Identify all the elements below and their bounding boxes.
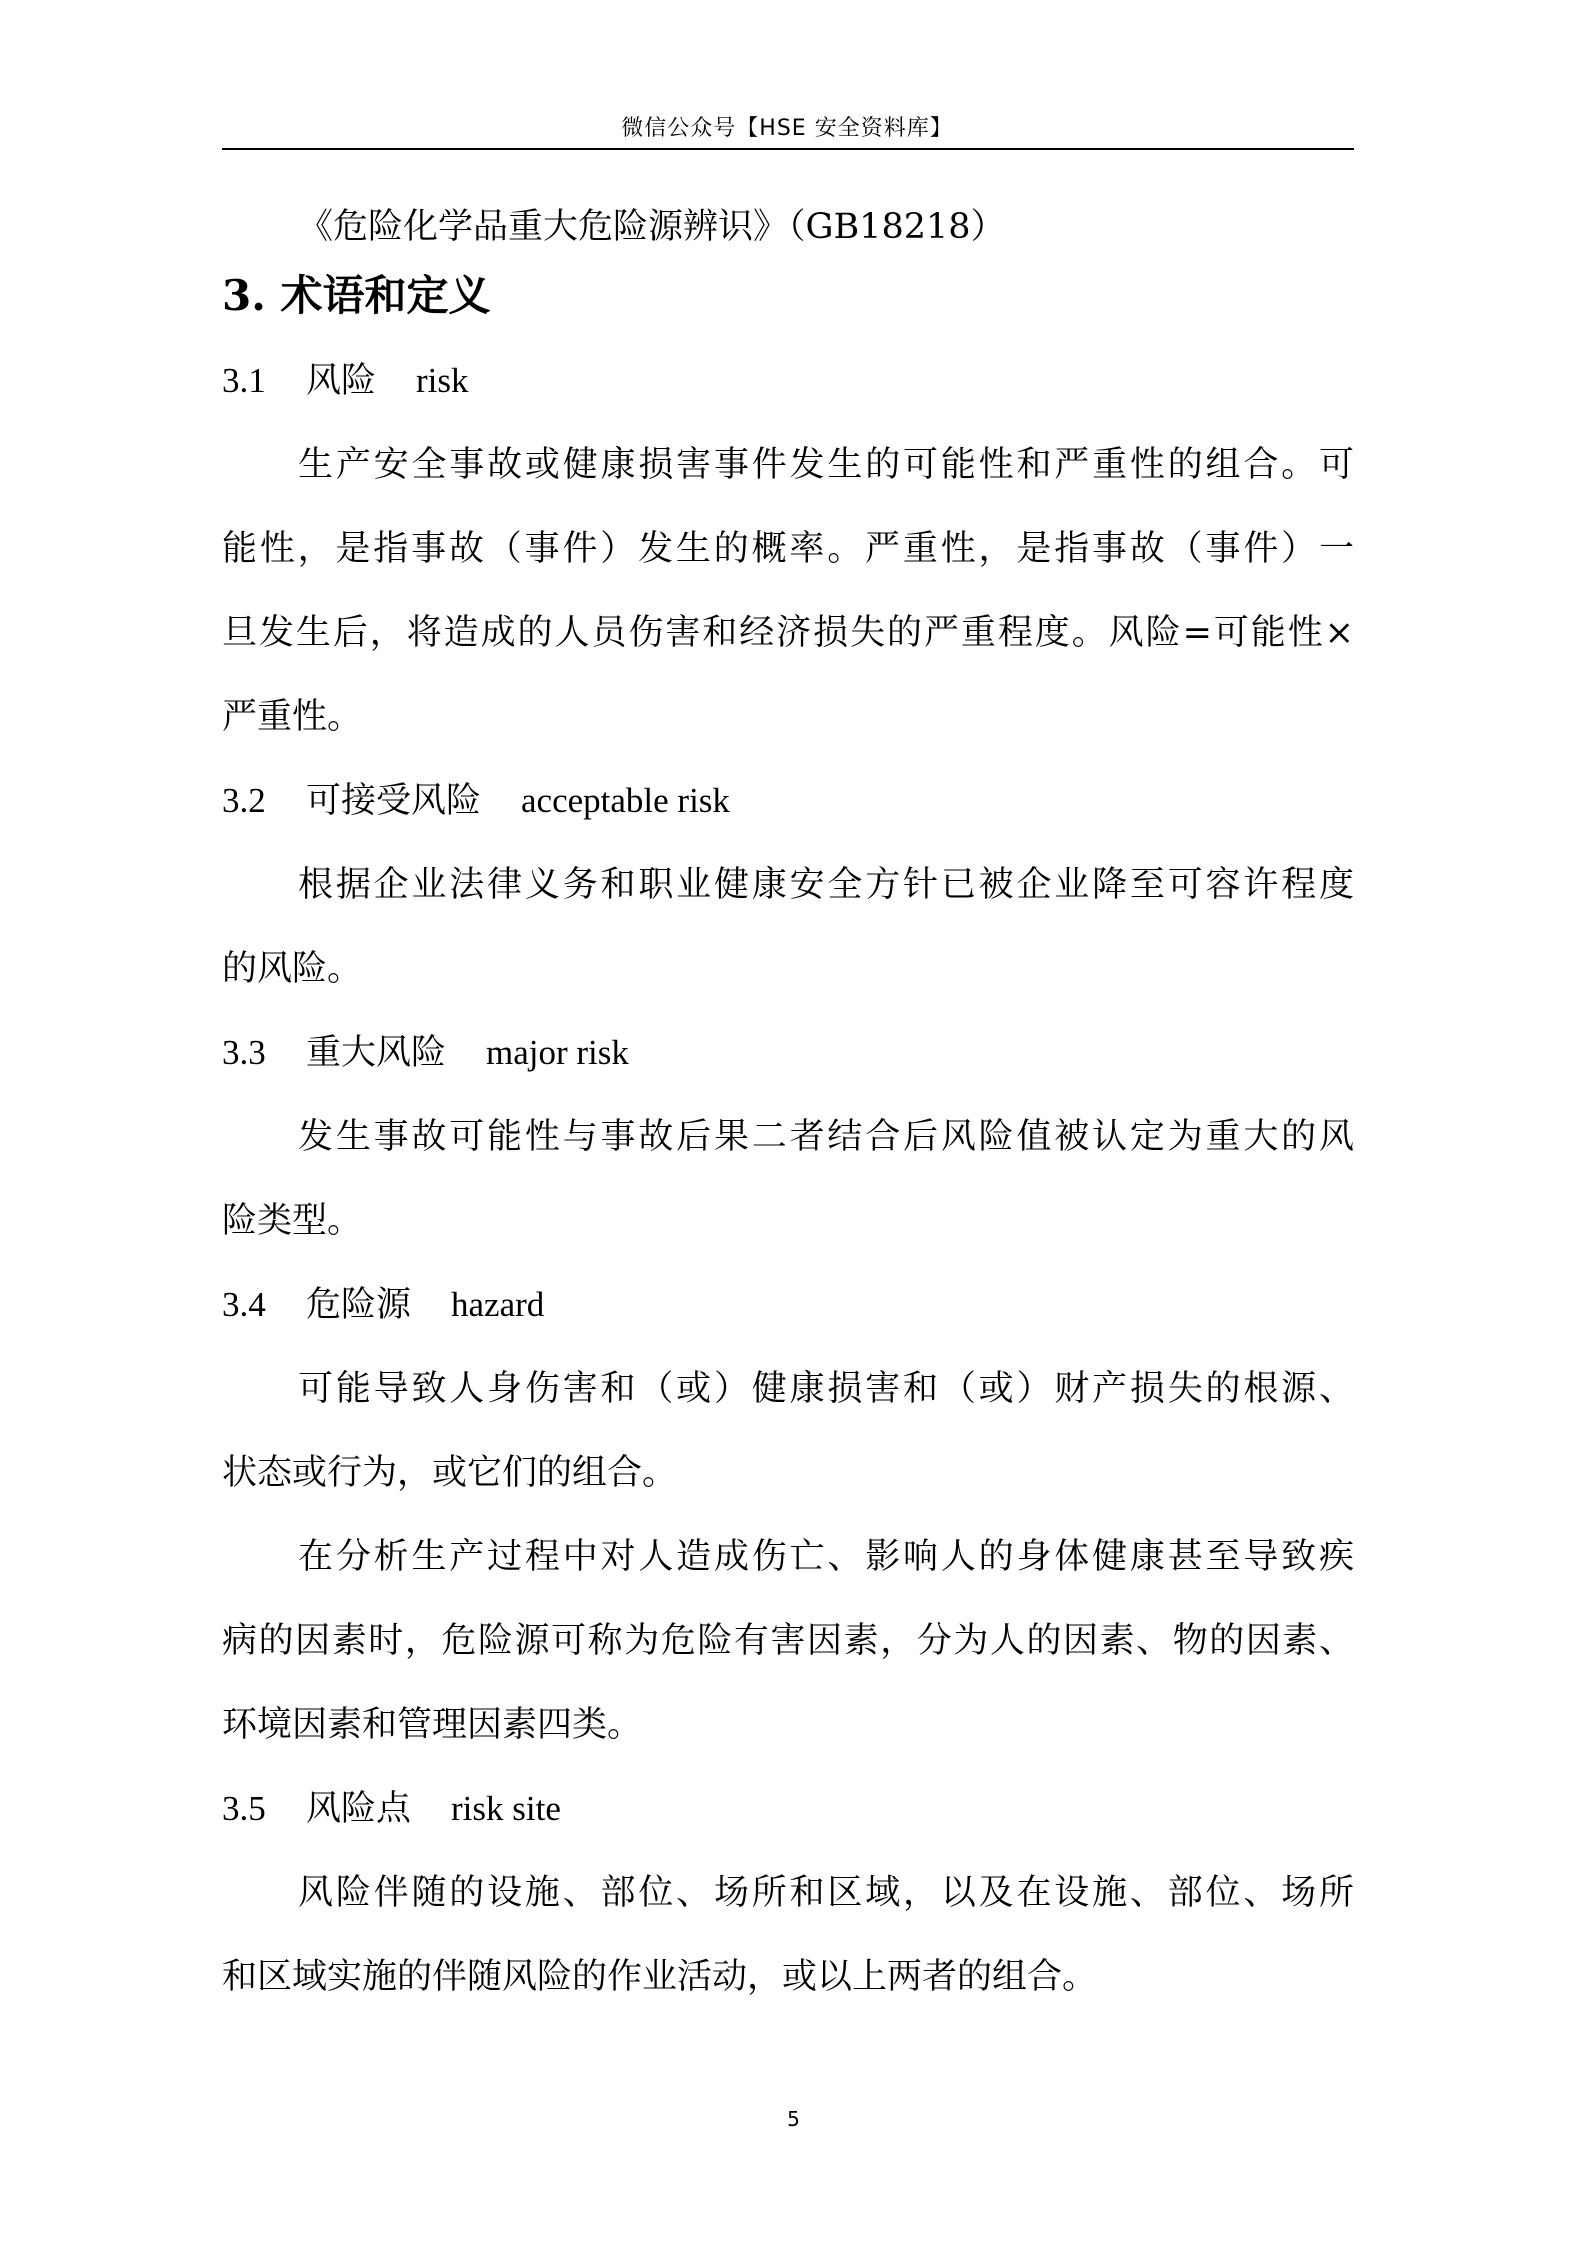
note-line: 在分析生产过程中对人造成伤亡、影响人的身体健康甚至导致疾 — [298, 1537, 1354, 1577]
definition-line: 的风险。 — [222, 949, 363, 989]
term-number: 3.5 — [222, 1789, 266, 1828]
term-number: 3.1 — [222, 361, 266, 400]
definition-line: 险类型。 — [222, 1201, 363, 1241]
term-chinese: 危险源 — [306, 1285, 412, 1325]
definition-line: 和区域实施的伴随风险的作业活动，或以上两者的组合。 — [222, 1957, 1098, 1997]
term-chinese: 风险 — [306, 361, 377, 401]
definition-line: 能性，是指事故（事件）发生的概率。严重性，是指事故（事件）一 — [222, 529, 1354, 569]
header-rule — [222, 148, 1354, 150]
term-number: 3.2 — [222, 781, 266, 820]
definition-line: 根据企业法律义务和职业健康安全方针已被企业降至可容许程度 — [298, 865, 1354, 905]
definition-line: 生产安全事故或健康损害事件发生的可能性和严重性的组合。可 — [298, 445, 1354, 485]
definition-line: 严重性。 — [222, 697, 363, 737]
term-english: acceptable risk — [521, 781, 730, 820]
definition-line: 发生事故可能性与事故后果二者结合后风险值被认定为重大的风 — [298, 1117, 1354, 1157]
term-chinese: 风险点 — [306, 1789, 412, 1829]
term-heading-acceptable-risk — [222, 776, 730, 826]
term-english: major risk — [486, 1033, 629, 1072]
term-heading-risk — [222, 356, 469, 406]
term-english: risk — [416, 361, 469, 400]
term-chinese: 可接受风险 — [306, 781, 482, 821]
definition-line: 旦发生后，将造成的人员伤害和经济损失的严重程度。风险=可能性× — [222, 613, 1354, 653]
section-title: 3. 术语和定义 — [222, 271, 491, 320]
term-english: hazard — [451, 1285, 545, 1324]
definition-line: 风险伴随的设施、部位、场所和区域，以及在设施、部位、场所 — [298, 1873, 1354, 1913]
note-line: 环境因素和管理因素四类。 — [222, 1705, 643, 1745]
term-heading-risk-site — [222, 1784, 561, 1834]
definition-line: 可能导致人身伤害和（或）健康损害和（或）财产损失的根源、 — [298, 1369, 1354, 1409]
page-header: 微信公众号【HSE 安全资料库】 — [621, 116, 953, 141]
term-heading-major-risk — [222, 1028, 629, 1078]
note-line: 病的因素时，危险源可称为危险有害因素，分为人的因素、物的因素、 — [222, 1621, 1354, 1661]
page-number: 5 — [787, 2107, 800, 2131]
term-number: 3.4 — [222, 1285, 266, 1324]
definition-line: 状态或行为，或它们的组合。 — [222, 1453, 678, 1493]
term-chinese: 重大风险 — [306, 1033, 447, 1073]
term-heading-hazard — [222, 1280, 544, 1330]
term-english: risk site — [451, 1789, 561, 1828]
reference-standard: 《危险化学品重大危险源辨识》（GB18218） — [298, 207, 1006, 247]
term-number: 3.3 — [222, 1033, 266, 1072]
